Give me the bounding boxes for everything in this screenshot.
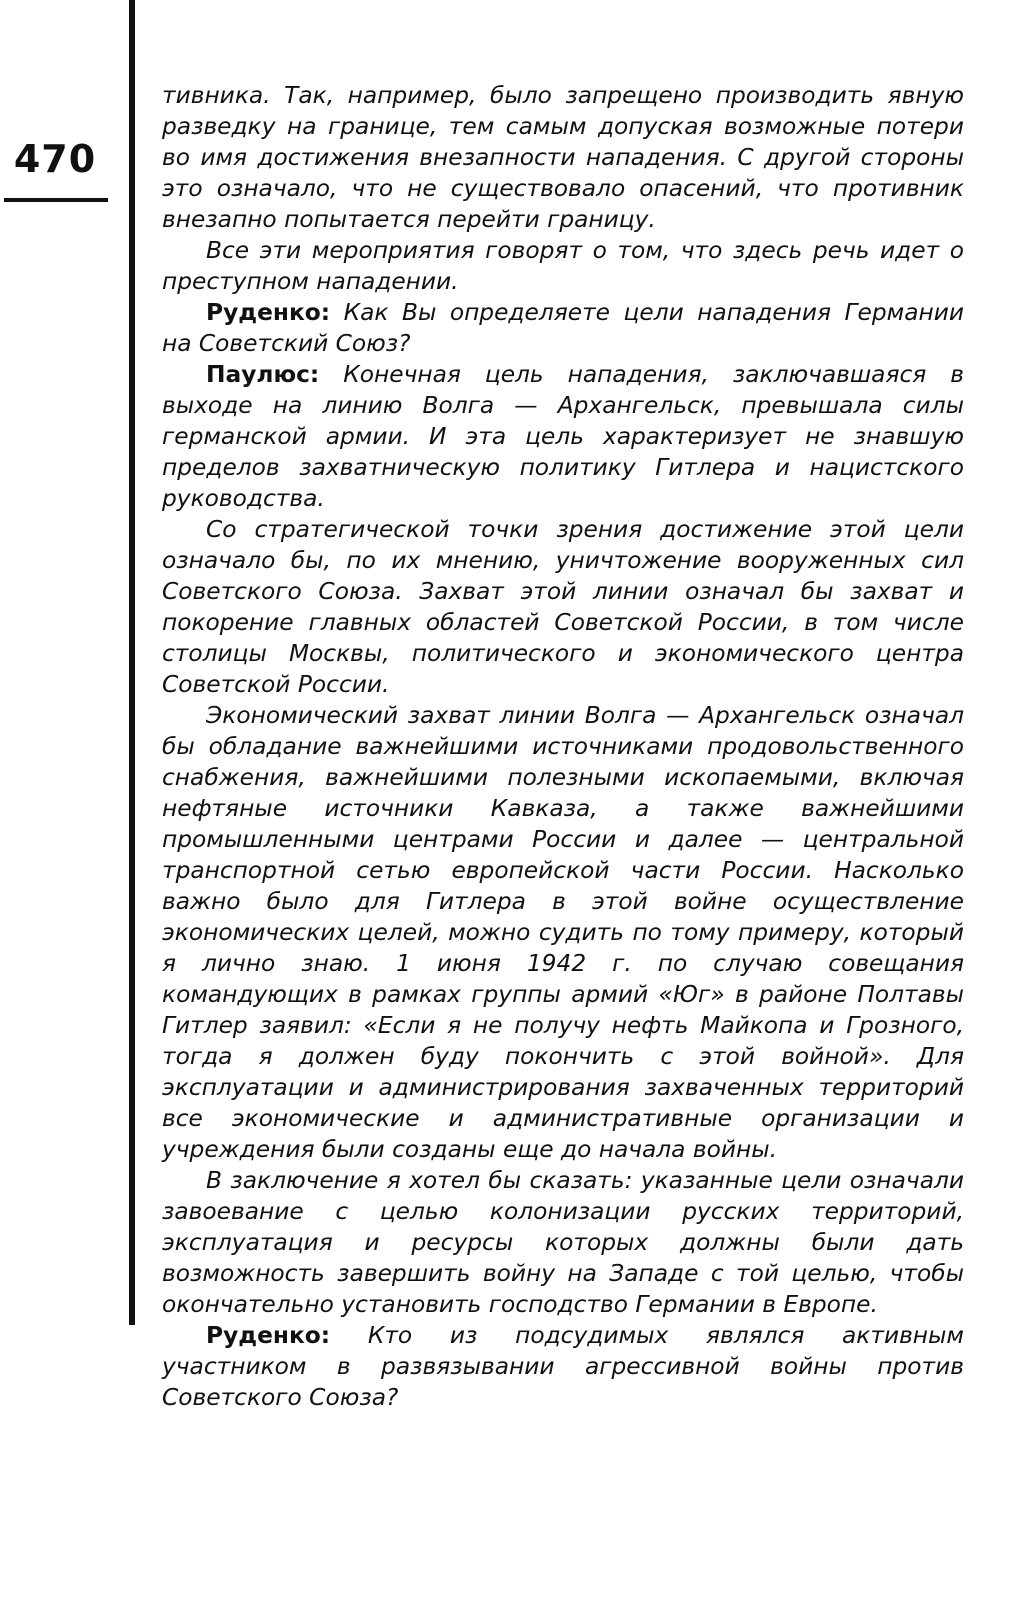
page-number-rule (4, 198, 108, 202)
paragraph-text: Конечная цель нападения, заключавшаяся в выходе на линию Волга — Архангельск, превышала силы германской армии. И эта цель характеризует не знавшую пределов захватническую политику Гитлера и нацистского руководства. (162, 361, 965, 512)
paragraph (162, 1165, 964, 1320)
paragraph-text: Со стратегической точки зрения достижение этой цели означало бы, по их мнению, уничтожение вооруженных сил Советского Союза. Захват этой линии означал бы захват и покорение главных областей Советской России, в том числе столицы Москвы, политического и экономического центра Советской России. (162, 516, 964, 698)
text-block (162, 80, 964, 1413)
page-number: 470 (13, 137, 97, 181)
paragraph (162, 514, 964, 700)
paragraph-text: Все эти мероприятия говорят о том, что здесь речь идет о преступном нападении. (162, 237, 964, 295)
paragraph-text: Как Вы определяете цели нападения Германии на Советский Союз? (162, 299, 964, 357)
paragraph-speech (162, 297, 964, 359)
speaker-label: Руденко: (206, 1322, 331, 1349)
vertical-rule (129, 0, 135, 1325)
speaker-label: Паулюс: (206, 361, 320, 388)
paragraph (162, 235, 964, 297)
paragraph-text: В заключение я хотел бы сказать: указанные цели означали завоевание с целью колонизации русских территорий, эксплуатация и ресурсы которых должны были дать возможность завершить войну на Западе с той целью, чтобы окончательно установить господство Германии в Европе. (162, 1167, 964, 1318)
paragraph-text: тивника. Так, например, было запрещено производить явную разведку на границе, тем самым допуская возможные потери во имя достижения внезапности нападения. С другой стороны это означало, что не существовало опасений, что противник внезапно попытается перейти границу. (162, 82, 964, 233)
paragraph (162, 700, 964, 1165)
paragraph-text: Экономический захват линии Волга — Архангельск означал бы обладание важнейшими источниками продовольственного снабжения, важнейшими полезными ископаемыми, включая нефтяные источники Кавказа, а также важнейшими промышленными центрами России и далее — центральной транспортной сетью европейской части России. Насколько важно было для Гитлера в этой войне осуществление экономических целей, можно судить по тому примеру, который я лично знаю. 1 июня 1942 г. по случаю совещания командующих в рамках группы армий «Юг» в районе Полтавы Гитлер заявил: «Если я не получу нефть Майкопа и Грозного, тогда я должен буду покончить с этой войной». Для эксплуатации и администрирования захваченных территорий все экономические и административные организации и учреждения были созданы еще до начала войны. (162, 702, 964, 1163)
paragraph-speech (162, 1320, 964, 1413)
paragraph-text: Кто из подсудимых являлся активным участником в развязывании агрессивной войны против Советского Союза? (162, 1322, 965, 1411)
paragraph-continuation (162, 80, 964, 235)
paragraph-speech (162, 359, 964, 514)
speaker-label: Руденко: (206, 299, 331, 326)
